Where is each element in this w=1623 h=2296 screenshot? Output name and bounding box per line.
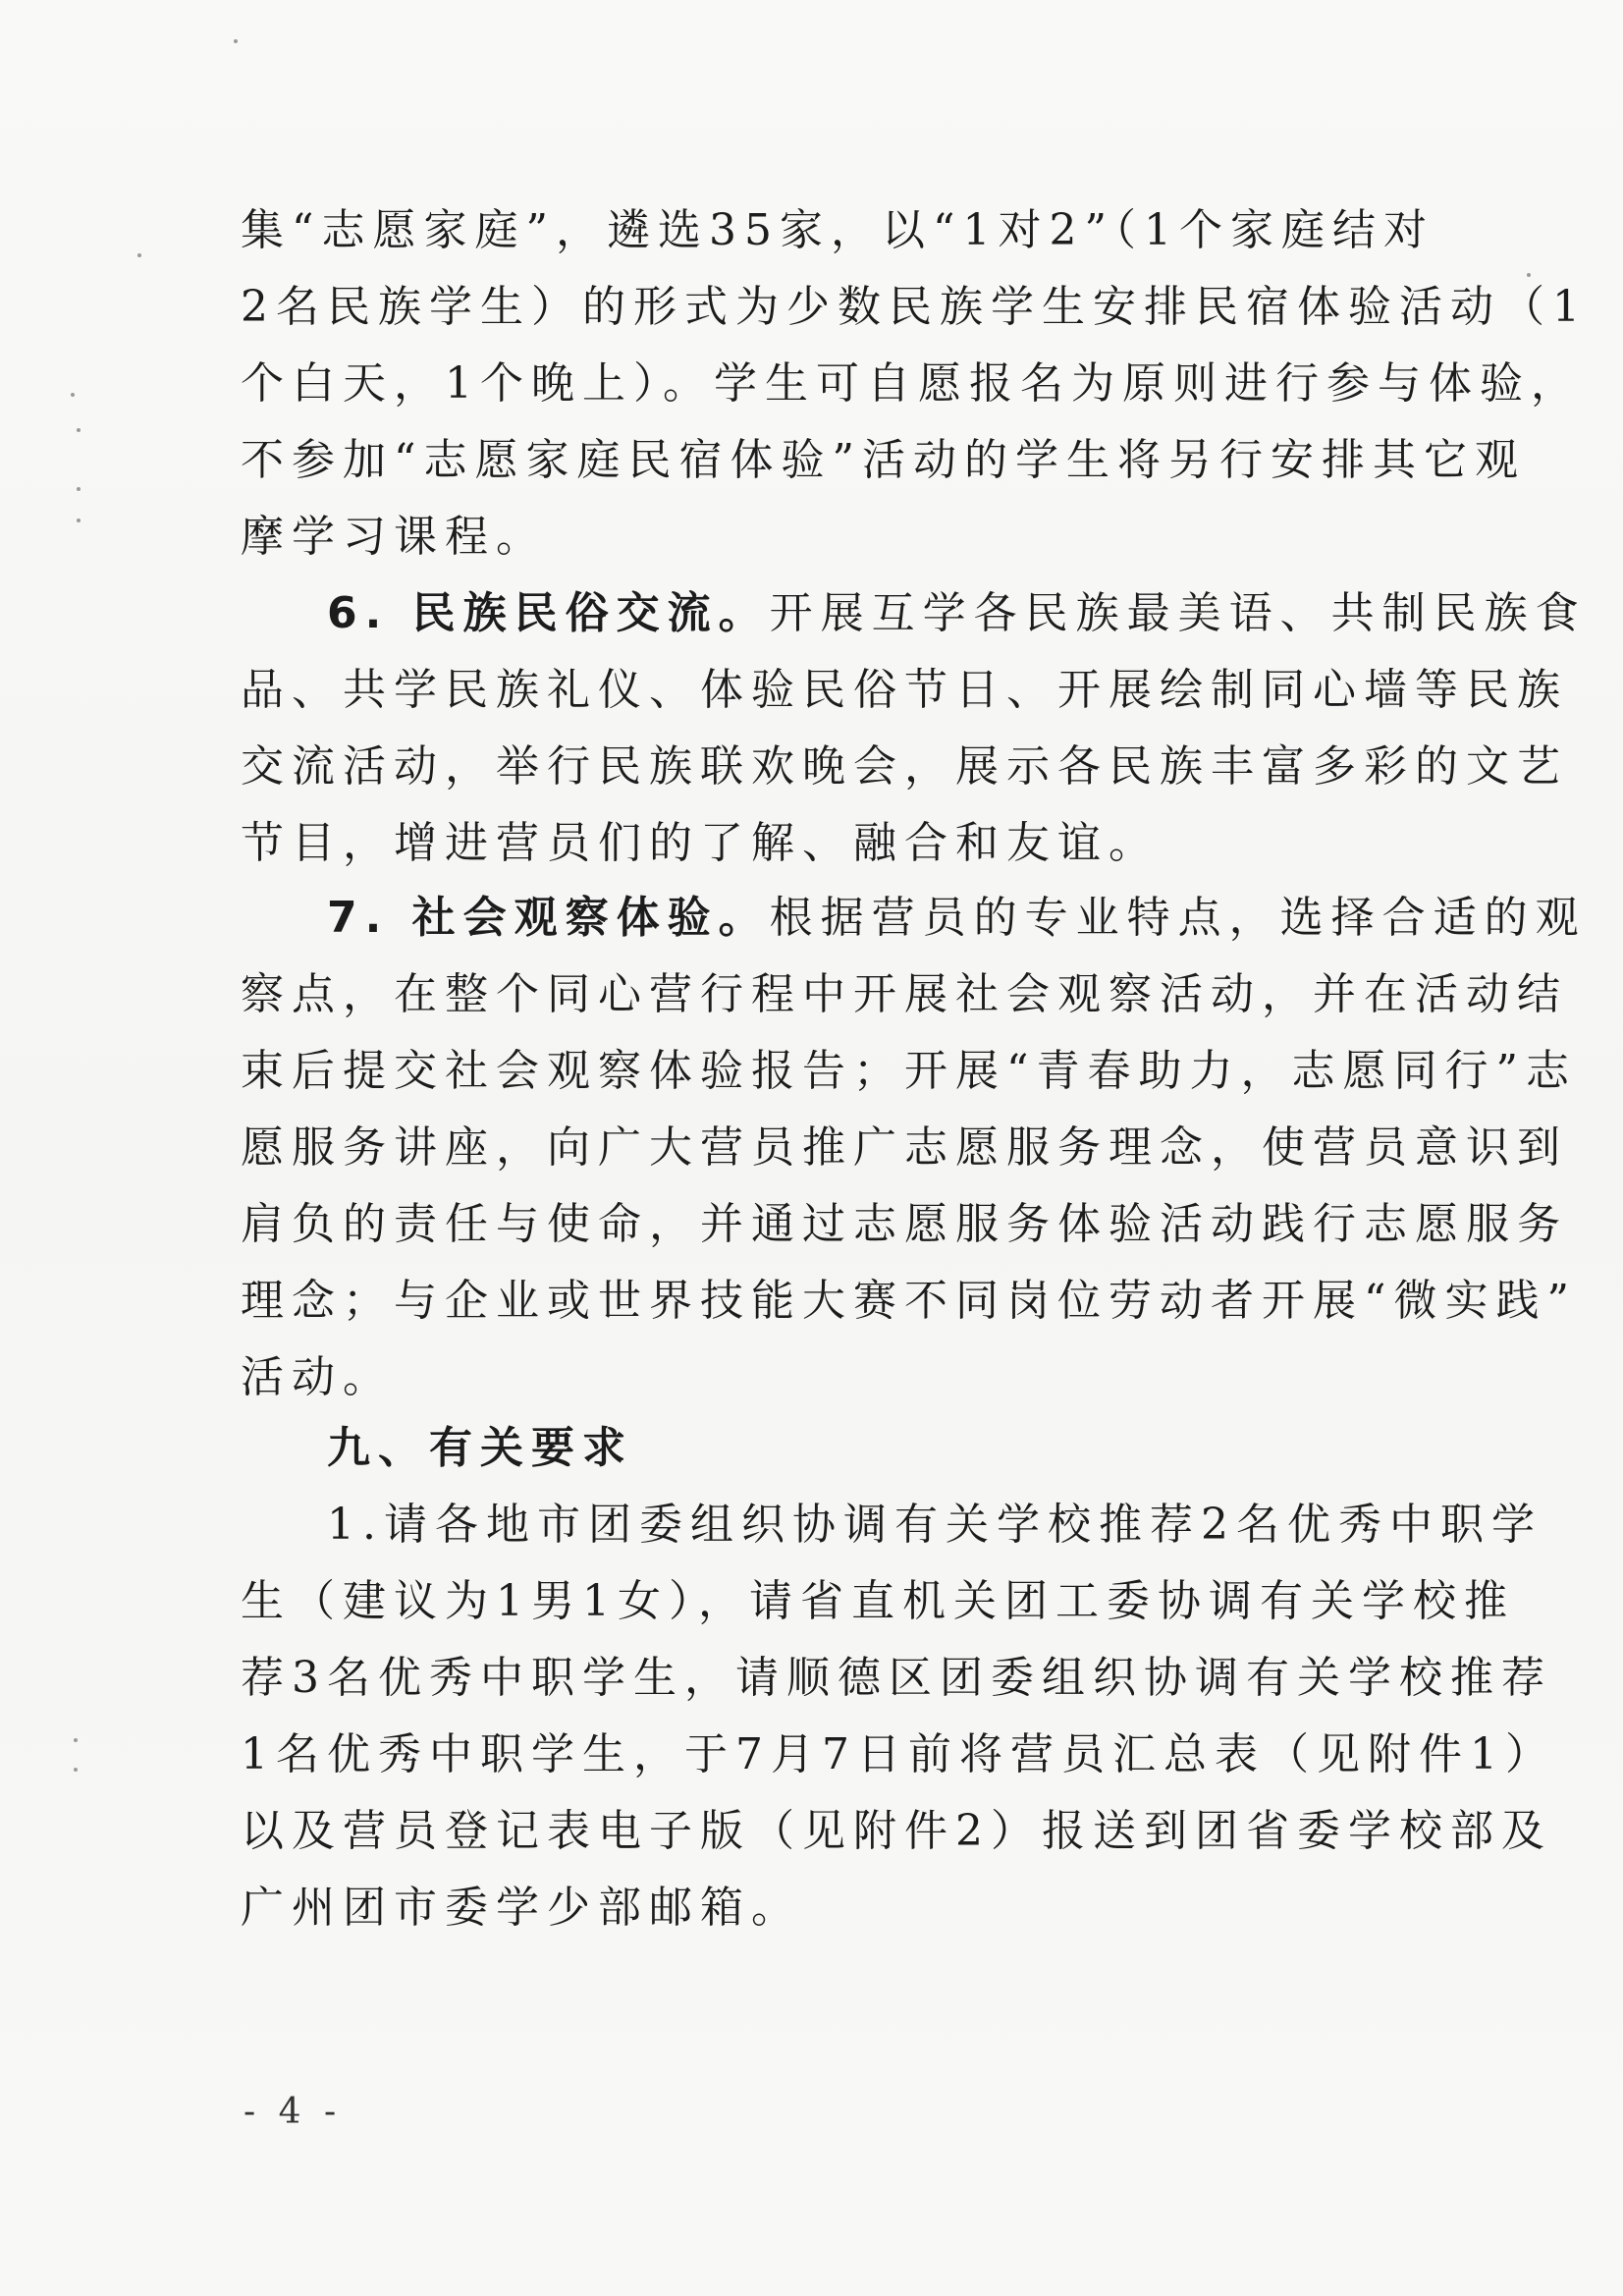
scan-speck	[71, 393, 75, 397]
item-6-text: 开展互学各民族最美语、共制民族食	[769, 588, 1587, 638]
text-line: 以及营员登记表电子版（见附件2）报送到团省委学校部及	[241, 1806, 1552, 1856]
scan-speck	[137, 253, 141, 257]
item-7-title: 7. 社会观察体验。	[327, 893, 770, 943]
text-line: 1.请各地市团委组织协调有关学校推荐2名优秀中职学	[327, 1500, 1542, 1550]
text-line	[327, 889, 1587, 948]
scan-speck	[234, 39, 238, 43]
text-line: 荐3名优秀中职学生，请顺德区团委组织协调有关学校推荐	[241, 1653, 1552, 1703]
scan-speck	[77, 519, 81, 522]
text-line: 理念；与企业或世界技能大赛不同岗位劳动者开展“微实践”	[241, 1276, 1577, 1326]
text-line: 节目，增进营员们的了解、融合和友谊。	[241, 818, 1160, 868]
text-line: 品、共学民族礼仪、体验民俗节日、开展绘制同心墙等民族	[241, 665, 1568, 715]
text-line: 活动。	[241, 1352, 394, 1402]
text-line: 2名民族学生）的形式为少数民族学生安排民宿体验活动（1	[241, 282, 1588, 332]
text-line: 摩学习课程。	[241, 512, 547, 562]
text-line: 集“志愿家庭”，遴选35家，以“1对2”（1个家庭结对	[241, 205, 1434, 255]
text-line: 察点，在整个同心营行程中开展社会观察活动，并在活动结	[241, 969, 1568, 1019]
text-line: 交流活动，举行民族联欢晚会，展示各民族丰富多彩的文艺	[241, 741, 1568, 792]
text-line: 肩负的责任与使命，并通过志愿服务体验活动践行志愿服务	[241, 1199, 1568, 1249]
text-line: 束后提交社会观察体验报告；开展“青春助力，志愿同行”志	[241, 1046, 1577, 1096]
text-line: 个白天，1个晚上）。学生可自愿报名为原则进行参与体验，	[241, 358, 1582, 409]
text-line: 不参加“志愿家庭民宿体验”活动的学生将另行安排其它观	[241, 435, 1526, 485]
section-9-heading: 九、有关要求	[327, 1423, 633, 1473]
page-number: - 4 -	[243, 2092, 343, 2132]
text-line: 广州团市委学少部邮箱。	[241, 1883, 802, 1933]
scan-speck	[1527, 273, 1531, 277]
item-7-text: 根据营员的专业特点，选择合适的观	[769, 893, 1587, 943]
text-line	[327, 584, 1587, 643]
text-line: 1名优秀中职学生，于7月7日前将营员汇总表（见附件1）	[241, 1729, 1556, 1779]
text-line: 生（建议为1男1女），请省直机关团工委协调有关学校推	[241, 1576, 1515, 1626]
item-6-title: 6. 民族民俗交流。	[327, 588, 770, 638]
text-line: 愿服务讲座，向广大营员推广志愿服务理念，使营员意识到	[241, 1122, 1568, 1173]
scan-speck	[77, 487, 81, 491]
scan-speck	[74, 1738, 78, 1742]
scan-speck	[77, 428, 81, 432]
scan-speck	[74, 1768, 78, 1772]
